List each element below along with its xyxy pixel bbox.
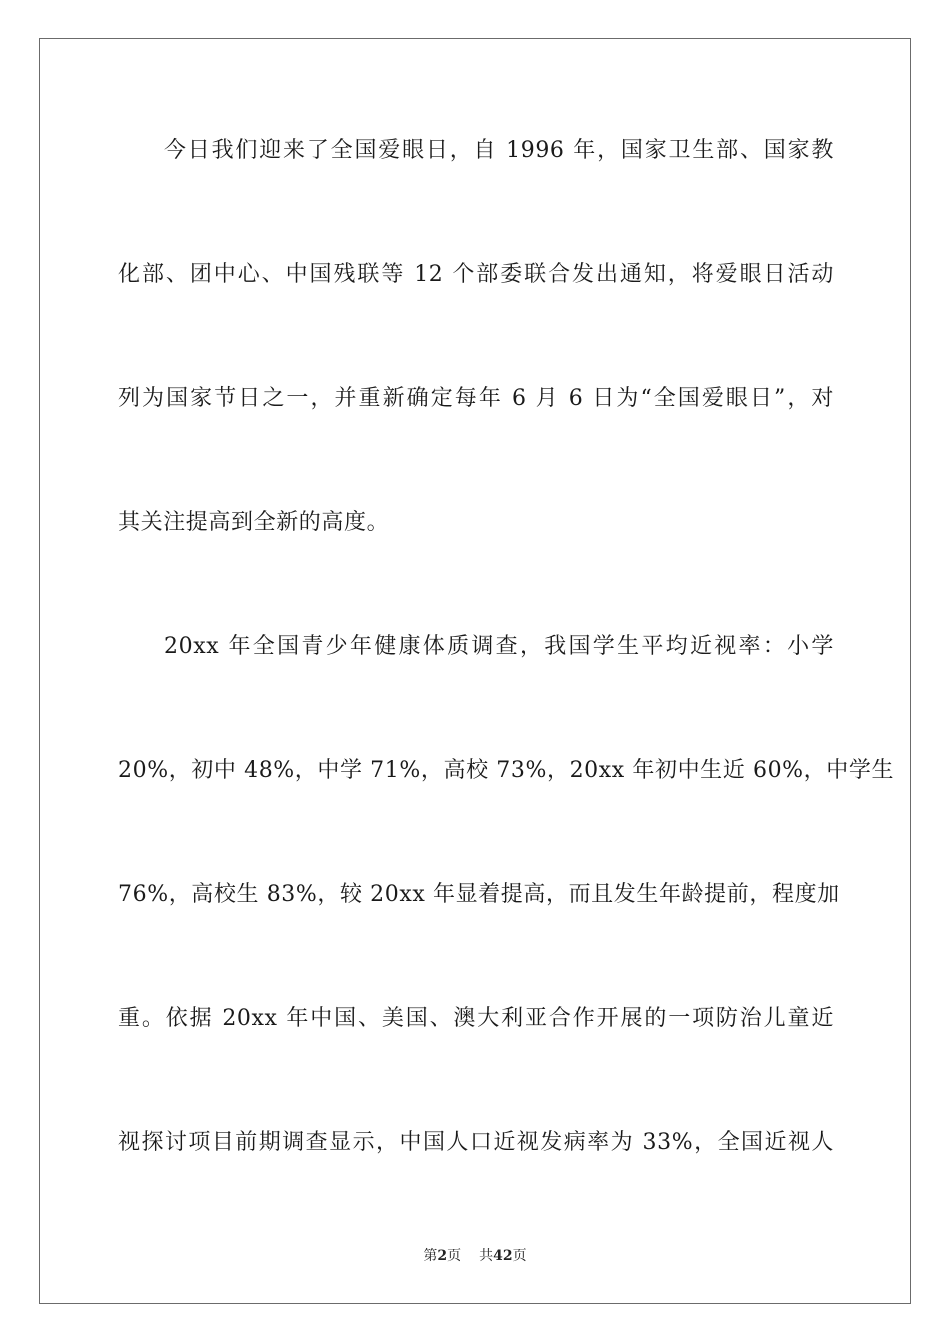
paragraph-1-line-4: 其关注提高到全新的高度。 [118,510,390,535]
paragraph-1-line-3: 列为国家节日之一，并重新确定每年 6 月 6 日为“全国爱眼日”，对 [118,386,834,411]
paragraph-2-line-4: 重。依据 20xx 年中国、美国、澳大利亚合作开展的一项防治儿童近 [118,1006,834,1031]
paragraph-2-line-2: 20%，初中 48%，中学 71%，高校 73%，20xx 年初中生近 60%，中学生 [118,758,895,783]
footer-page-number: 2 [437,1248,448,1264]
paragraph-1-line-2: 化部、团中心、中国残联等 12 个部委联合发出通知，将爱眼日活动 [118,262,834,287]
footer-page-suffix: 页 [447,1248,462,1264]
paragraph-2-line-5: 视探讨项目前期调查显示，中国人口近视发病率为 33%，全国近视人 [118,1130,834,1155]
footer-total-prefix: 共 [479,1248,494,1264]
paragraph-2-line-1: 20xx 年全国青少年健康体质调查，我国学生平均近视率：小学 [164,634,834,659]
paragraph-1-line-1: 今日我们迎来了全国爱眼日，自 1996 年，国家卫生部、国家教 [164,138,834,163]
page-border [39,38,911,1304]
footer-total-pages: 42 [493,1248,513,1264]
paragraph-2-line-3: 76%，高校生 83%，较 20xx 年显着提高，而且发生年龄提前，程度加 [118,882,840,907]
footer-total-suffix: 页 [512,1248,527,1264]
page-footer [0,1246,950,1266]
footer-page-prefix: 第 [423,1248,438,1264]
